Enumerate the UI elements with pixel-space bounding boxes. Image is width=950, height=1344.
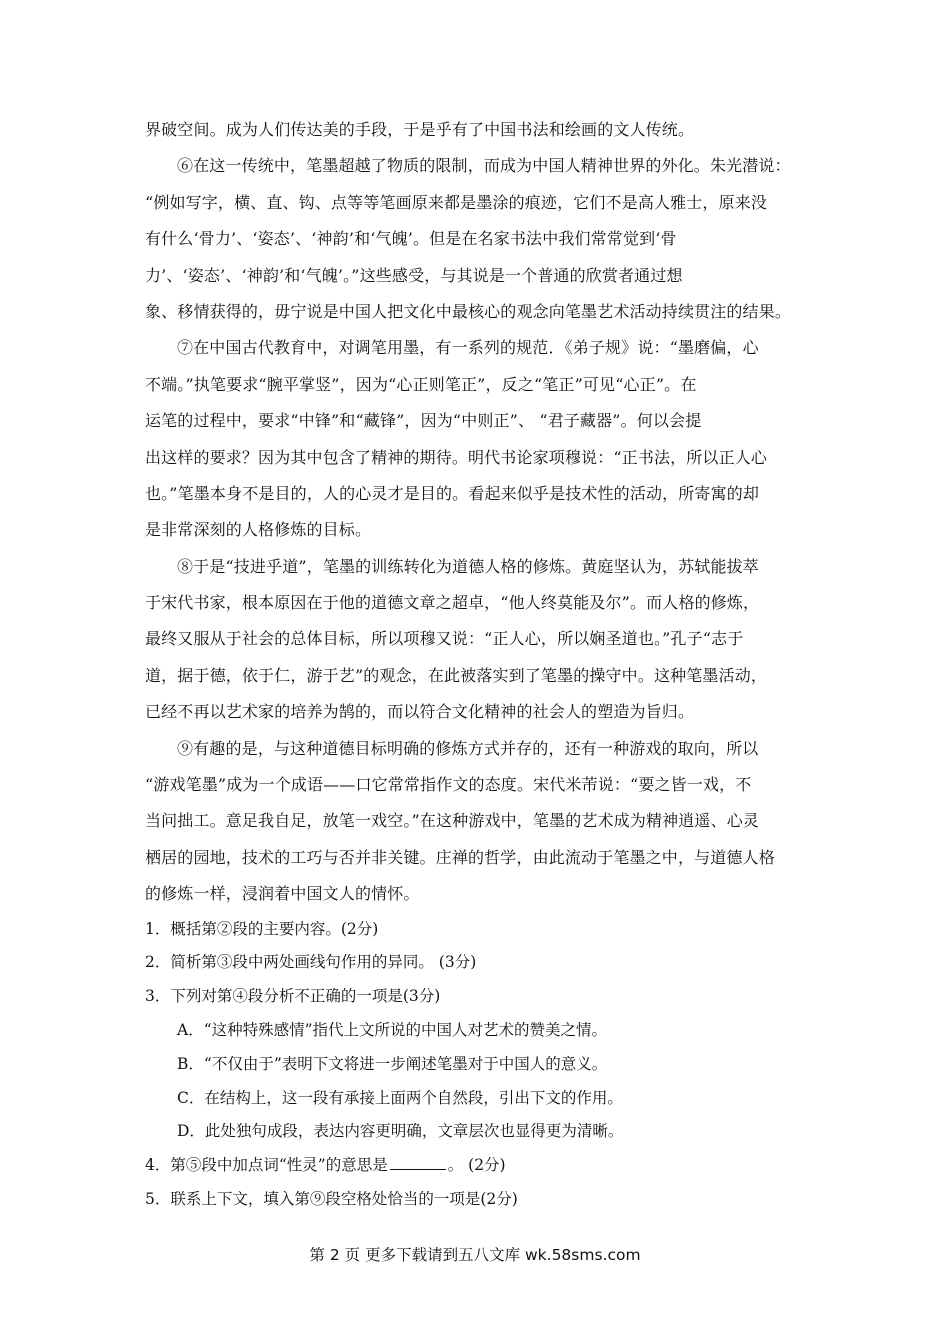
- option-a: A．“这种特殊感情”指代上文所说的中国人对艺术的赞美之情。: [177, 1020, 608, 1039]
- paragraph-line: 的修炼一样，浸润着中国文人的情怀。: [145, 884, 420, 904]
- paragraph-line: 也。”笔墨本身不是目的，人的心灵才是目的。看起来似乎是技术性的活动，所寄寓的却: [145, 483, 760, 503]
- paragraph-8: [145, 549, 815, 731]
- paragraph-6: [145, 148, 815, 330]
- option-d: D．此处独句成段，表达内容更明确，文章层次也显得更为清晰。: [177, 1122, 624, 1141]
- paragraph-line: 有什么‘骨力’、‘姿态’、‘神韵’和‘气魄’。但是在名家书法中我们常常觉到‘骨: [145, 229, 677, 249]
- paragraph-line: ⑧于是“技进乎道”，笔墨的训练转化为道德人格的修炼。黄庭坚认为，苏轼能拔萃: [177, 556, 759, 576]
- exam-page: [145, 112, 815, 1217]
- question-4-score: 。 (2分): [447, 1156, 506, 1175]
- paragraph-line: “例如写字，横、直、钩、点等等笔画原来都是墨涂的痕迹，它们不是高人雅士，原来没: [145, 192, 768, 212]
- paragraph-7: [145, 330, 815, 548]
- paragraph-line: 象、移情获得的，毋宁说是中国人把文化中最核心的观念向笔墨艺术活动持续贯注的结果。: [145, 301, 792, 321]
- paragraph-line: 已经不再以艺术家的培养为鹄的，而以符合文化精神的社会人的塑造为旨归。: [145, 702, 695, 722]
- paragraph-line: 栖居的园地，技术的工巧与否并非关键。庄禅的哲学，由此流动于笔墨之中，与道德人格: [145, 847, 775, 867]
- paragraph-line: 不端。”执笔要求“腕平掌竖”，因为“心正则笔正”，反之“笔正”可见“心正”。在: [145, 374, 697, 394]
- questions-section: [145, 913, 815, 1217]
- paragraph-line: ⑦在中国古代教育中，对调笔用墨，有一系列的规范．《弟子规》说：“墨磨偏，心: [177, 338, 759, 358]
- question-1: 1．概括第②段的主要内容。(2分): [145, 919, 379, 938]
- paragraph-line: 于宋代书家，根本原因在于他的道德文章之超卓，“他人终莫能及尔”。而人格的修炼，: [145, 593, 760, 613]
- paragraph-line: 出这样的要求？因为其中包含了精神的期待。明代书论家项穆说：“正书法，所以正人心: [145, 447, 768, 467]
- paragraph-line: 是非常深刻的人格修炼的目标。: [145, 520, 372, 540]
- option-c: C．在结构上，这一段有承接上面两个自然段，引出下文的作用。: [177, 1088, 623, 1107]
- paragraph-line: 道，据于德，依于仁，游于艺”的观念，在此被落实到了笔墨的操守中。这种笔墨活动，: [145, 665, 768, 685]
- paragraph-9: [145, 731, 815, 913]
- question-4-text: 4．第⑤段中加点词“性灵”的意思是: [145, 1156, 388, 1175]
- paragraph-line: 运笔的过程中，要求“中锋”和“藏锋”，因为“中则正”、 “君子藏器”。何以会提: [145, 411, 702, 431]
- paragraph-5-tail: 界破空间。成为人们传达美的手段，于是乎有了中国书法和绘画的文人传统。: [145, 120, 695, 139]
- page-footer: 第 2 页 更多下载请到五八文库 wk.58sms.com: [309, 1246, 641, 1264]
- paragraph-line: ⑨有趣的是，与这种道德目标明确的修炼方式并存的，还有一种游戏的取向，所以: [177, 738, 759, 758]
- question-4: [145, 1149, 815, 1183]
- answer-blank: [390, 1154, 446, 1170]
- paragraph-line: ⑥在这一传统中，笔墨超越了物质的限制，而成为中国人精神世界的外化。朱光潜说：: [177, 156, 791, 176]
- option-b: B．“不仅由于”表明下文将进一步阐述笔墨对于中国人的意义。: [177, 1054, 608, 1073]
- question-2: 2．简析第③段中两处画线句作用的异同。 (3分): [145, 953, 477, 972]
- paragraph-line: 力’、‘姿态’、‘神韵’和‘气魄’。”这些感受，与其说是一个普通的欣赏者通过想: [145, 265, 683, 285]
- question-3: 3．下列对第④段分析不正确的一项是(3分): [145, 987, 441, 1006]
- paragraph-line: “游戏笔墨”成为一个成语——口它常常指作文的态度。宋代米芾说：“要之皆一戏，不: [145, 775, 752, 795]
- paragraph-line: 当问拙工。意足我自足，放笔一戏空。”在这种游戏中，笔墨的艺术成为精神逍遥、心灵: [145, 811, 760, 831]
- question-5: 5．联系上下文，填入第⑨段空格处恰当的一项是(2分): [145, 1189, 518, 1208]
- paragraph-line: 最终又服从于社会的总体目标，所以项穆又说：“正人心，所以娴圣道也。”孔子“志于: [145, 629, 744, 649]
